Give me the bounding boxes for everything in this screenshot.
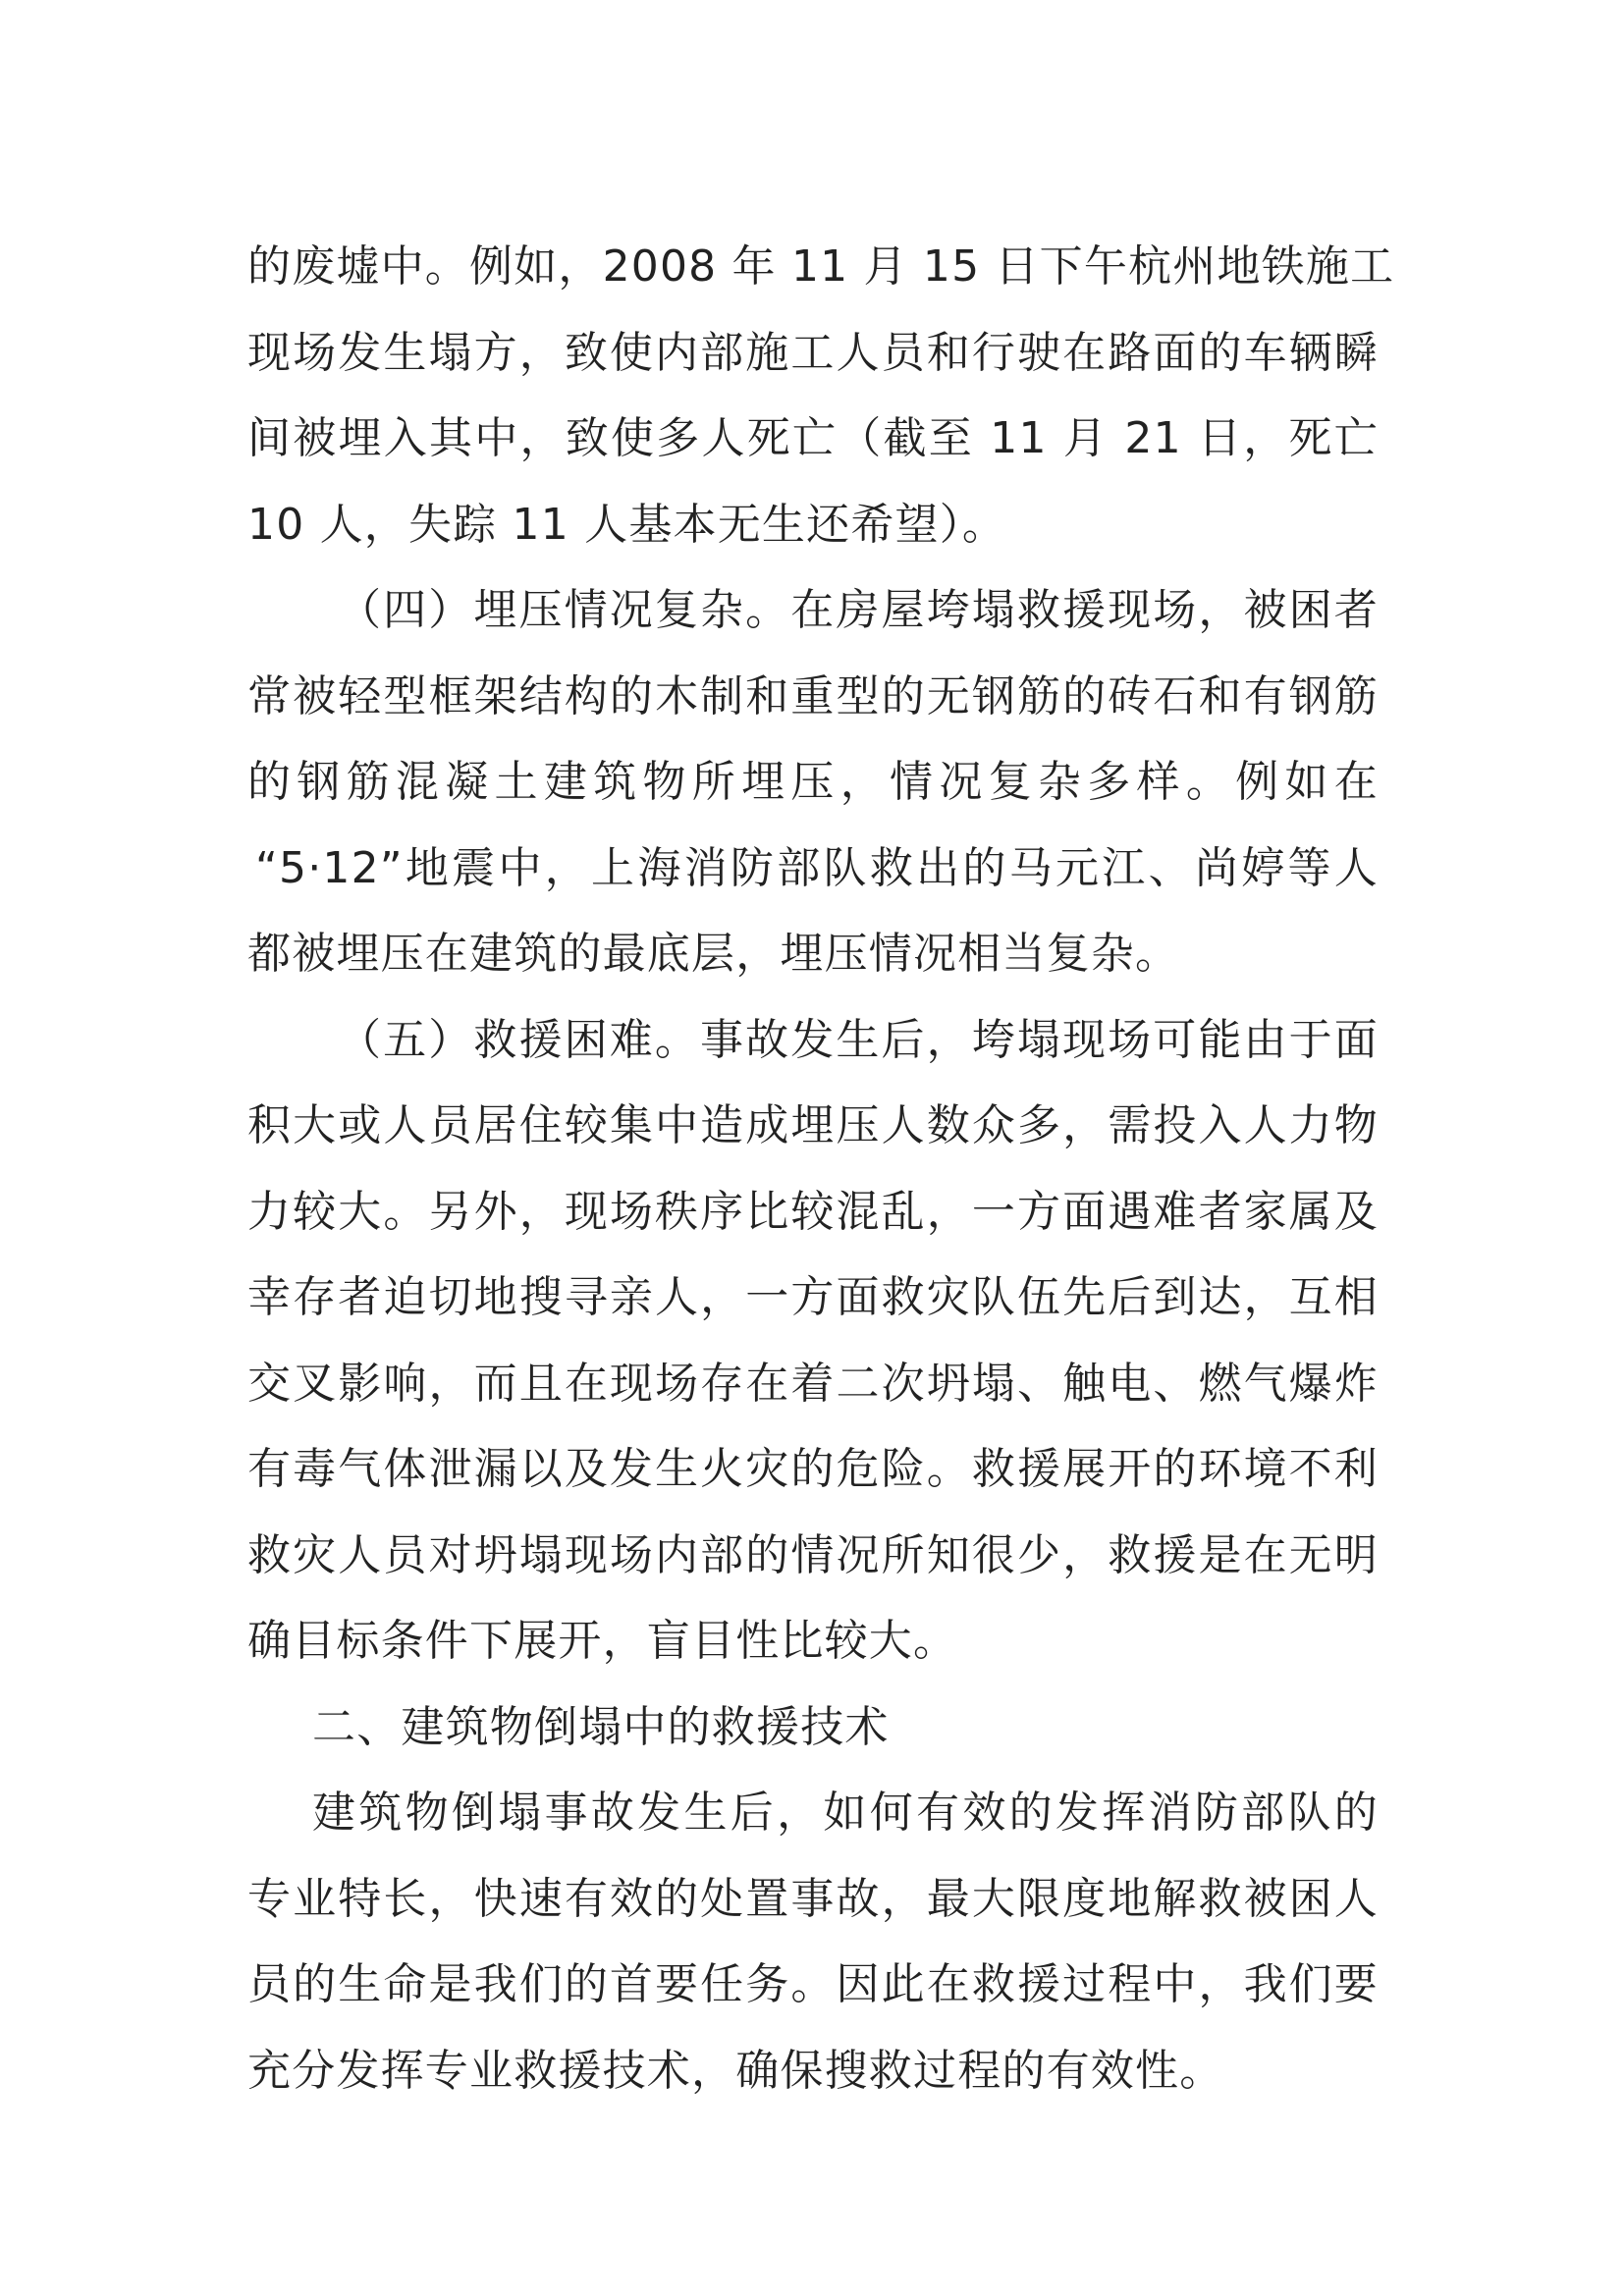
text-line: 力较大。另外，现场秩序比较混乱，一方面遇难者家属及 bbox=[247, 1186, 1379, 1237]
text-line: 常被轻型框架结构的木制和重型的无钢筋的砖石和有钢筋 bbox=[247, 670, 1379, 721]
text-line: 的废墟中。例如，2008 年 11 月 15 日下午杭州地铁施工 bbox=[247, 241, 1395, 292]
text-line: 充分发挥专业救援技术，确保搜救过程的有效性。 bbox=[247, 2045, 1224, 2096]
text-line: 都被埋压在建筑的最底层，埋压情况相当复杂。 bbox=[247, 929, 1180, 979]
text-line: 救灾人员对坍塌现场内部的情况所知很少，救援是在无明 bbox=[247, 1529, 1379, 1580]
text-line: 有毒气体泄漏以及发生火灾的危险。救援展开的环境不利 bbox=[247, 1444, 1379, 1494]
paragraph-intro bbox=[247, 1770, 1379, 2113]
text-line: 幸存者迫切地搜寻亲人，一方面救灾队伍先后到达，互相 bbox=[247, 1272, 1379, 1322]
paragraph-section-5 bbox=[247, 997, 1379, 1684]
document-page bbox=[247, 224, 1395, 2113]
text-line: 的钢筋混凝土建筑物所埋压，情况复杂多样。例如在 bbox=[247, 757, 1379, 807]
text-line: 现场发生塌方，致使内部施工人员和行驶在路面的车辆瞬 bbox=[247, 327, 1379, 378]
text-line: 10 人，失踪 11 人基本无生还希望）。 bbox=[247, 499, 1007, 550]
text-line: “5·12”地震中，上海消防部队救出的马元江、尚婷等人 bbox=[255, 842, 1379, 893]
text-line: 积大或人员居住较集中造成埋压人数众多，需投入人力物 bbox=[247, 1100, 1379, 1150]
text-line: 间被埋入其中，致使多人死亡（截至 11 月 21 日，死亡 bbox=[247, 413, 1379, 463]
text-line: 交叉影响，而且在现场存在着二次坍塌、触电、燃气爆炸 bbox=[247, 1358, 1379, 1409]
text-line: （五）救援困难。事故发生后，垮塌现场可能由于面 bbox=[338, 1014, 1379, 1065]
text-line: 专业特长，快速有效的处置事故，最大限度地解救被困人 bbox=[247, 1873, 1379, 1924]
heading-text: 二、建筑物倒塌中的救援技术 bbox=[312, 1701, 890, 1752]
section-heading bbox=[247, 1684, 1379, 1771]
text-line: （四）埋压情况复杂。在房屋垮塌救援现场，被困者 bbox=[338, 585, 1379, 635]
paragraph-section-4 bbox=[247, 567, 1379, 997]
paragraph-continuation bbox=[247, 224, 1395, 567]
text-line: 员的生命是我们的首要任务。因此在救援过程中，我们要 bbox=[247, 1959, 1379, 2009]
text-line: 建筑物倒塌事故发生后，如何有效的发挥消防部队的 bbox=[312, 1788, 1379, 1838]
text-line: 确目标条件下展开，盲目性比较大。 bbox=[247, 1616, 958, 1666]
